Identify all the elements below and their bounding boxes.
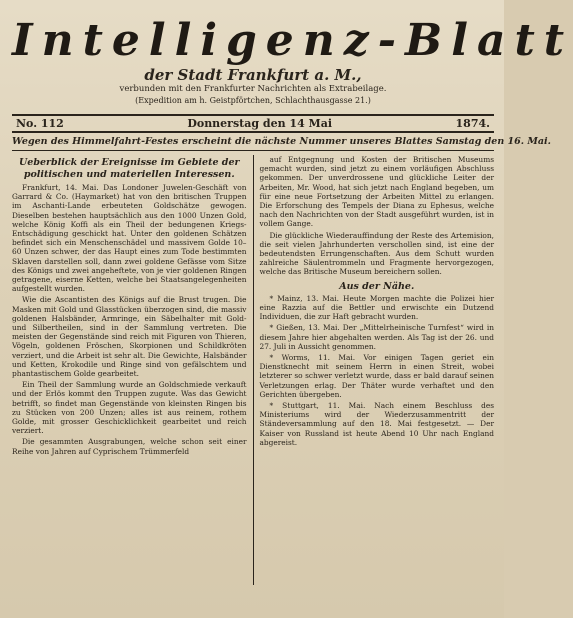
masthead-line: verbunden mit den Frankfurter Nachrichten als Extrabeilage. <box>119 84 387 94</box>
masthead <box>12 14 573 106</box>
news-item: * Worms, 11. Mai. Vor einigen Tagen geriet ein Dienstknecht mit seinem Herrn in einen Streit, wobei letzterer so schwer verletzt wurde, dass er bald darauf seinen Verletzungen erlag. Der Thäter wurde verhaftet und den Gerichten übergeben. <box>259 353 494 399</box>
masthead-subtitle: der Stadt Frankfurt a. M., <box>144 66 362 84</box>
article-paragraph: Wie die Ascantisten des Königs auf die Brust trugen. Die Masken mit Gold und Glasstücken überzogen sind, die massiv goldenen Halsbänder, Armringe, ein Säbelhalter mit Gold- und Silbertheilen, sind in der Sammlung vertreten. Die meisten der Gegenstände sind reich mit Figuren von Thieren, Vögeln, goldenen Fröschen, Skorpionen und Schildkröten verziert, und die Arbeit ist sehr alt. Die Gewichte, Halsbänder und Ketten, Krokodile und Ringe sind von gefälschtem und phantastischem Golde gearbeitet. <box>12 295 247 379</box>
dateline <box>12 114 494 133</box>
section-title: Aus der Nähe. <box>339 280 415 292</box>
issue-year: 1874. <box>455 117 490 130</box>
issue-date: Donnerstag den 14 Mai <box>187 117 333 130</box>
article-paragraph: Frankfurt, 14. Mai. Das Londoner Juwelen-Geschäft von Garrard & Co. (Haymarket) hat von den britischen Truppen im Aschanti-Lande erbeuteten Goldschätze gewogen. Dieselben bestehen hauptsächlich aus den 1000 Unzen Gold, welche König Koffi als ein Theil der bedungenen Kriegs-Entschädigung geschickt hat. Unter den goldenen Schätzen befindet sich ein Menschenschädel und massivem Golde 10–60 Unzen schwer, der das Haupt eines zum Tode bestimmten Sklaven darstellen soll, dann zwei goldene Gefässe vom Sitze des Königs und zwei angeheftete, von je vier goldenen Ringen getragene, eiserne Ketten, welche bei Staatsangelegenheiten aufgestellt wurden. <box>12 183 247 294</box>
article-paragraph: Die glückliche Wiederauffindung der Reste des Artemision, die seit vielen Jahrhunderten verschollen sind, ist eine der bedeutendsten Errungenschaften. Aus dem Schutt wurden zahlreiche Säulentrommeln und Fragmente hervorgezogen, welche das Britische Museum bereichern sollen. <box>259 230 494 277</box>
article-paragraph: Ein Theil der Sammlung wurde an Goldschmiede verkauft und der Erlös kommt den Truppen zugute. Was das Gewicht betrifft, so findet man Gegenstände von kleinsten Ringen bis zu Stücken von 200 Unzen; alles ist aus reinem, rothem Golde, mit grosser Geschicklichkeit gearbeitet und reich verziert. <box>12 380 247 436</box>
right-column <box>254 155 495 585</box>
article-heading: Ueberblick der Ereignisse im Gebiete der politischen und materiellen Interessen. <box>18 157 240 180</box>
article-paragraph: Die gesammten Ausgrabungen, welche schon seit einer Reihe von Jahren auf Cyprischem Trümmerfeld <box>12 437 247 456</box>
news-item: * Gießen, 13. Mai. Der „Mittelrheinische Turnfest“ wird in diesem Jahre hier abgehalten werden. Als Tag ist der 26. und 27. Juli in Aussicht genommen. <box>259 323 494 351</box>
issue-number: No. 112 <box>16 117 64 130</box>
masthead-expedition: (Expedition am h. Geistpförtchen, Schlachthausgasse 21.) <box>135 96 371 105</box>
news-item: * Stuttgart, 11. Mai. Nach einem Beschluss des Ministeriums wird der Wiederzusammentritt der Ständeversammlung auf den 18. Mai festgesetzt. — Der Kaiser von Russland ist heute Abend 10 Uhr nach England abgereist. <box>259 401 494 447</box>
article-paragraph: auf Entgegnung und Kosten der Britischen Museums gemacht wurden, sind jetzt zu einem vorläufigen Abschluss gekommen. Der unverdrossene und glückliche Leiter der Arbeiten, Mr. Wood, hat sich jetzt nach England begeben, um für eine neue Fortsetzung der Arbeiten Mittel zu erlangen. Die Erforschung des Tempels der Diana zu Ephesus, welche nach den Nachrichten von der Stadt ausgeführt wurden, ist in vollem Gange. <box>259 155 494 229</box>
masthead-title: Intelligenz-Blatt <box>12 15 573 66</box>
left-column <box>12 155 254 585</box>
announcement: Wegen des Himmelfahrt-Festes erscheint die nächste Nummer unseres Blattes Samstag den 16. Mai. <box>12 133 494 151</box>
article-columns <box>12 155 494 585</box>
news-item: * Mainz, 13. Mai. Heute Morgen machte die Polizei hier eine Razzia auf die Bettler und erwischte ein Dutzend Individuen, die zur Haft gebracht wurden. <box>259 293 494 322</box>
